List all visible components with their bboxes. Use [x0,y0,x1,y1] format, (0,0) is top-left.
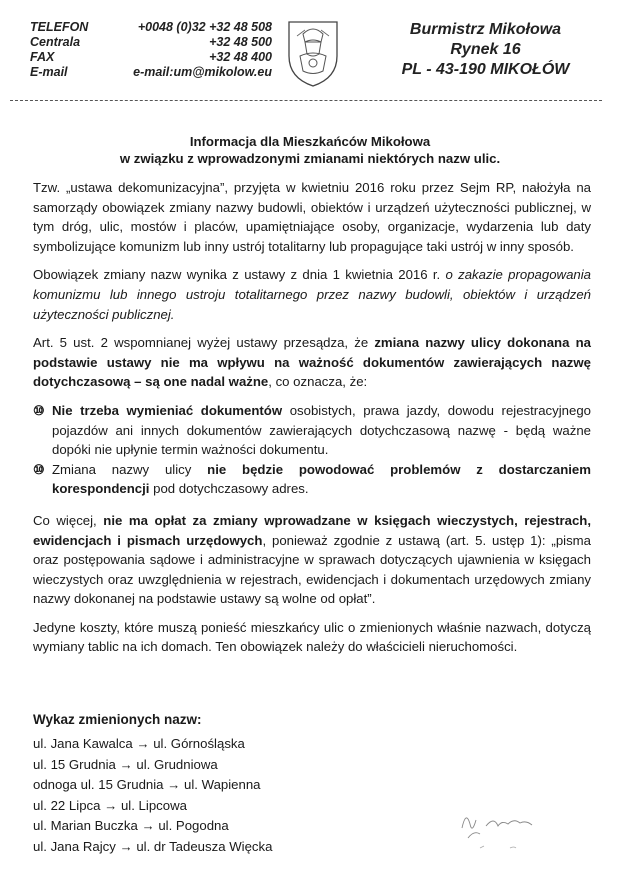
article-highlight: zmiana nazwy ulicy dokonana na podstawie ustawy nie ma wpływu na ważność dokumentów zawierających nazwę dotychczasową – są one nadal ważne [33,335,591,390]
paragraph-legal-basis [33,265,591,324]
list-item: ul. 22 Lipca → ul. Lipcowa [33,797,187,813]
office-street: Rynek 16 [450,41,521,58]
label-centrala: Centrala [30,35,81,49]
bullet-documents-text [52,401,591,460]
bullet-correspondence-lead: Zmiana nazwy ulicy [52,461,208,477]
header-divider [10,100,602,101]
label-telefon: TELEFON [30,20,89,34]
paragraph-intro: Tzw. „ustawa dekomunizacyjna”, przyjęta w kwietniu 2016 roku przez Sejm RP, nałożyła na samorządy obowiązek zmiany nazwy budowli, obiektów i urządzeń użyteczności publicznej, w tym dróg, ulic, mostów i placów, upamiętniające osoby, organizacje, wydarzenia lub daty symbolizujące komunizm lub inny ustrój totalitarny lub propagujące taki ustrój w inny sposób. [33,180,591,254]
signature-icon [450,790,560,860]
fees-rest: , ponieważ zgodnie z ustawą (art. 5. ustęp 1): „pisma oraz postępowania sądowe i administracyjne w sprawach dotyczących ujawnienia w księgach wieczystych oraz uwzględnienia w rejestrach, ewidencjach i dokumentach urzędowych zmiany nazwy dokonanej na podstawie ustawy są wolne od opłat”. [33,532,592,607]
act-title: o zakazie propagowania komunizmu lub innego ustroju totalitarnego przez nazwy budowli, obiektów i urządzeń użyteczności publicznej. [33,267,591,322]
legal-basis-text: Obowiązek zmiany nazw wynika z ustawy z dnia 1 kwietnia 2016 r. [33,267,446,283]
label-fax: FAX [30,50,55,64]
office-address [378,20,593,80]
label-email: E-mail [30,65,68,79]
bullet-marker-icon: ⑩ [33,461,45,477]
list-item: ul. Jana Kawalca → ul. Górnośląska [33,736,245,751]
contact-labels [30,20,120,80]
value-email: e-mail:um@mikolow.eu [133,65,272,79]
paragraph-fees [33,511,591,609]
bullet-correspondence [33,460,591,499]
paragraph-article [33,333,591,392]
value-fax: +32 48 400 [209,50,272,64]
list-item: ul. Jana Rajcy → ul. dr Tadeusza Więcka [33,838,273,854]
renames-list [33,734,272,858]
office-name: Burmistrz Mikołowa [409,21,562,38]
list-item: ul. 15 Grudnia → ul. Grudniowa [33,756,218,772]
bullet-correspondence-bold: nie będzie powodować problemów z dostarczaniem korespondencji [52,461,591,497]
renames-title: Wykaz zmienionych nazw: [33,712,202,727]
bullet-correspondence-text [52,460,591,499]
coat-of-arms-icon [283,16,343,88]
contact-values [112,20,272,80]
article-text-end: , co oznacza, że: [268,374,368,390]
document-body [33,178,591,666]
title-line-1: Informacja dla Mieszkańców Mikołowa [189,134,431,149]
fees-highlight: nie ma opłat za zmiany wprowadzane w księgach wieczystych, rejestrach, ewidencjach i pismach urzędowych [33,512,591,548]
bullet-correspondence-rest: pod dotychczasowy adres. [149,481,309,497]
office-city: PL - 43-190 MIKOŁÓW [401,61,570,78]
value-telefon: +0048 (0)32 +32 48 508 [137,20,272,34]
title-line-2: w związku z wprowadzonymi zmianami niektórych nazw ulic. [119,151,501,166]
list-item: ul. Marian Buczka → ul. Pogodna [33,818,229,834]
bullet-marker-icon: ⑩ [33,402,45,418]
paragraph-costs: Jedyne koszty, które muszą ponieść mieszkańcy ulic o zmienionych właśnie nazwach, dotyczą wymiany tablic na ich domach. Ten obowiązek należy do właścicieli nieruchomości. [33,619,591,655]
fees-lead: Co więcej, [33,512,104,528]
bullet-documents-bold: Nie trzeba wymieniać dokumentów [52,402,283,418]
list-item: odnoga ul. 15 Grudnia → ul. Wapienna [33,777,261,793]
document-title [60,133,560,167]
bullet-documents-rest: osobistych, prawa jazdy, dowodu rejestracyjnego pojazdów ani innych dokumentów zawierających dotychczasową nazwę - będą ważne dopóki nie upłynie termin ważności dokumentu. [52,402,591,458]
article-text: Art. 5 ust. 2 wspomnianej wyżej ustawy przesądza, że [33,335,375,351]
value-centrala: +32 48 500 [209,35,272,49]
bullet-documents [33,401,591,460]
